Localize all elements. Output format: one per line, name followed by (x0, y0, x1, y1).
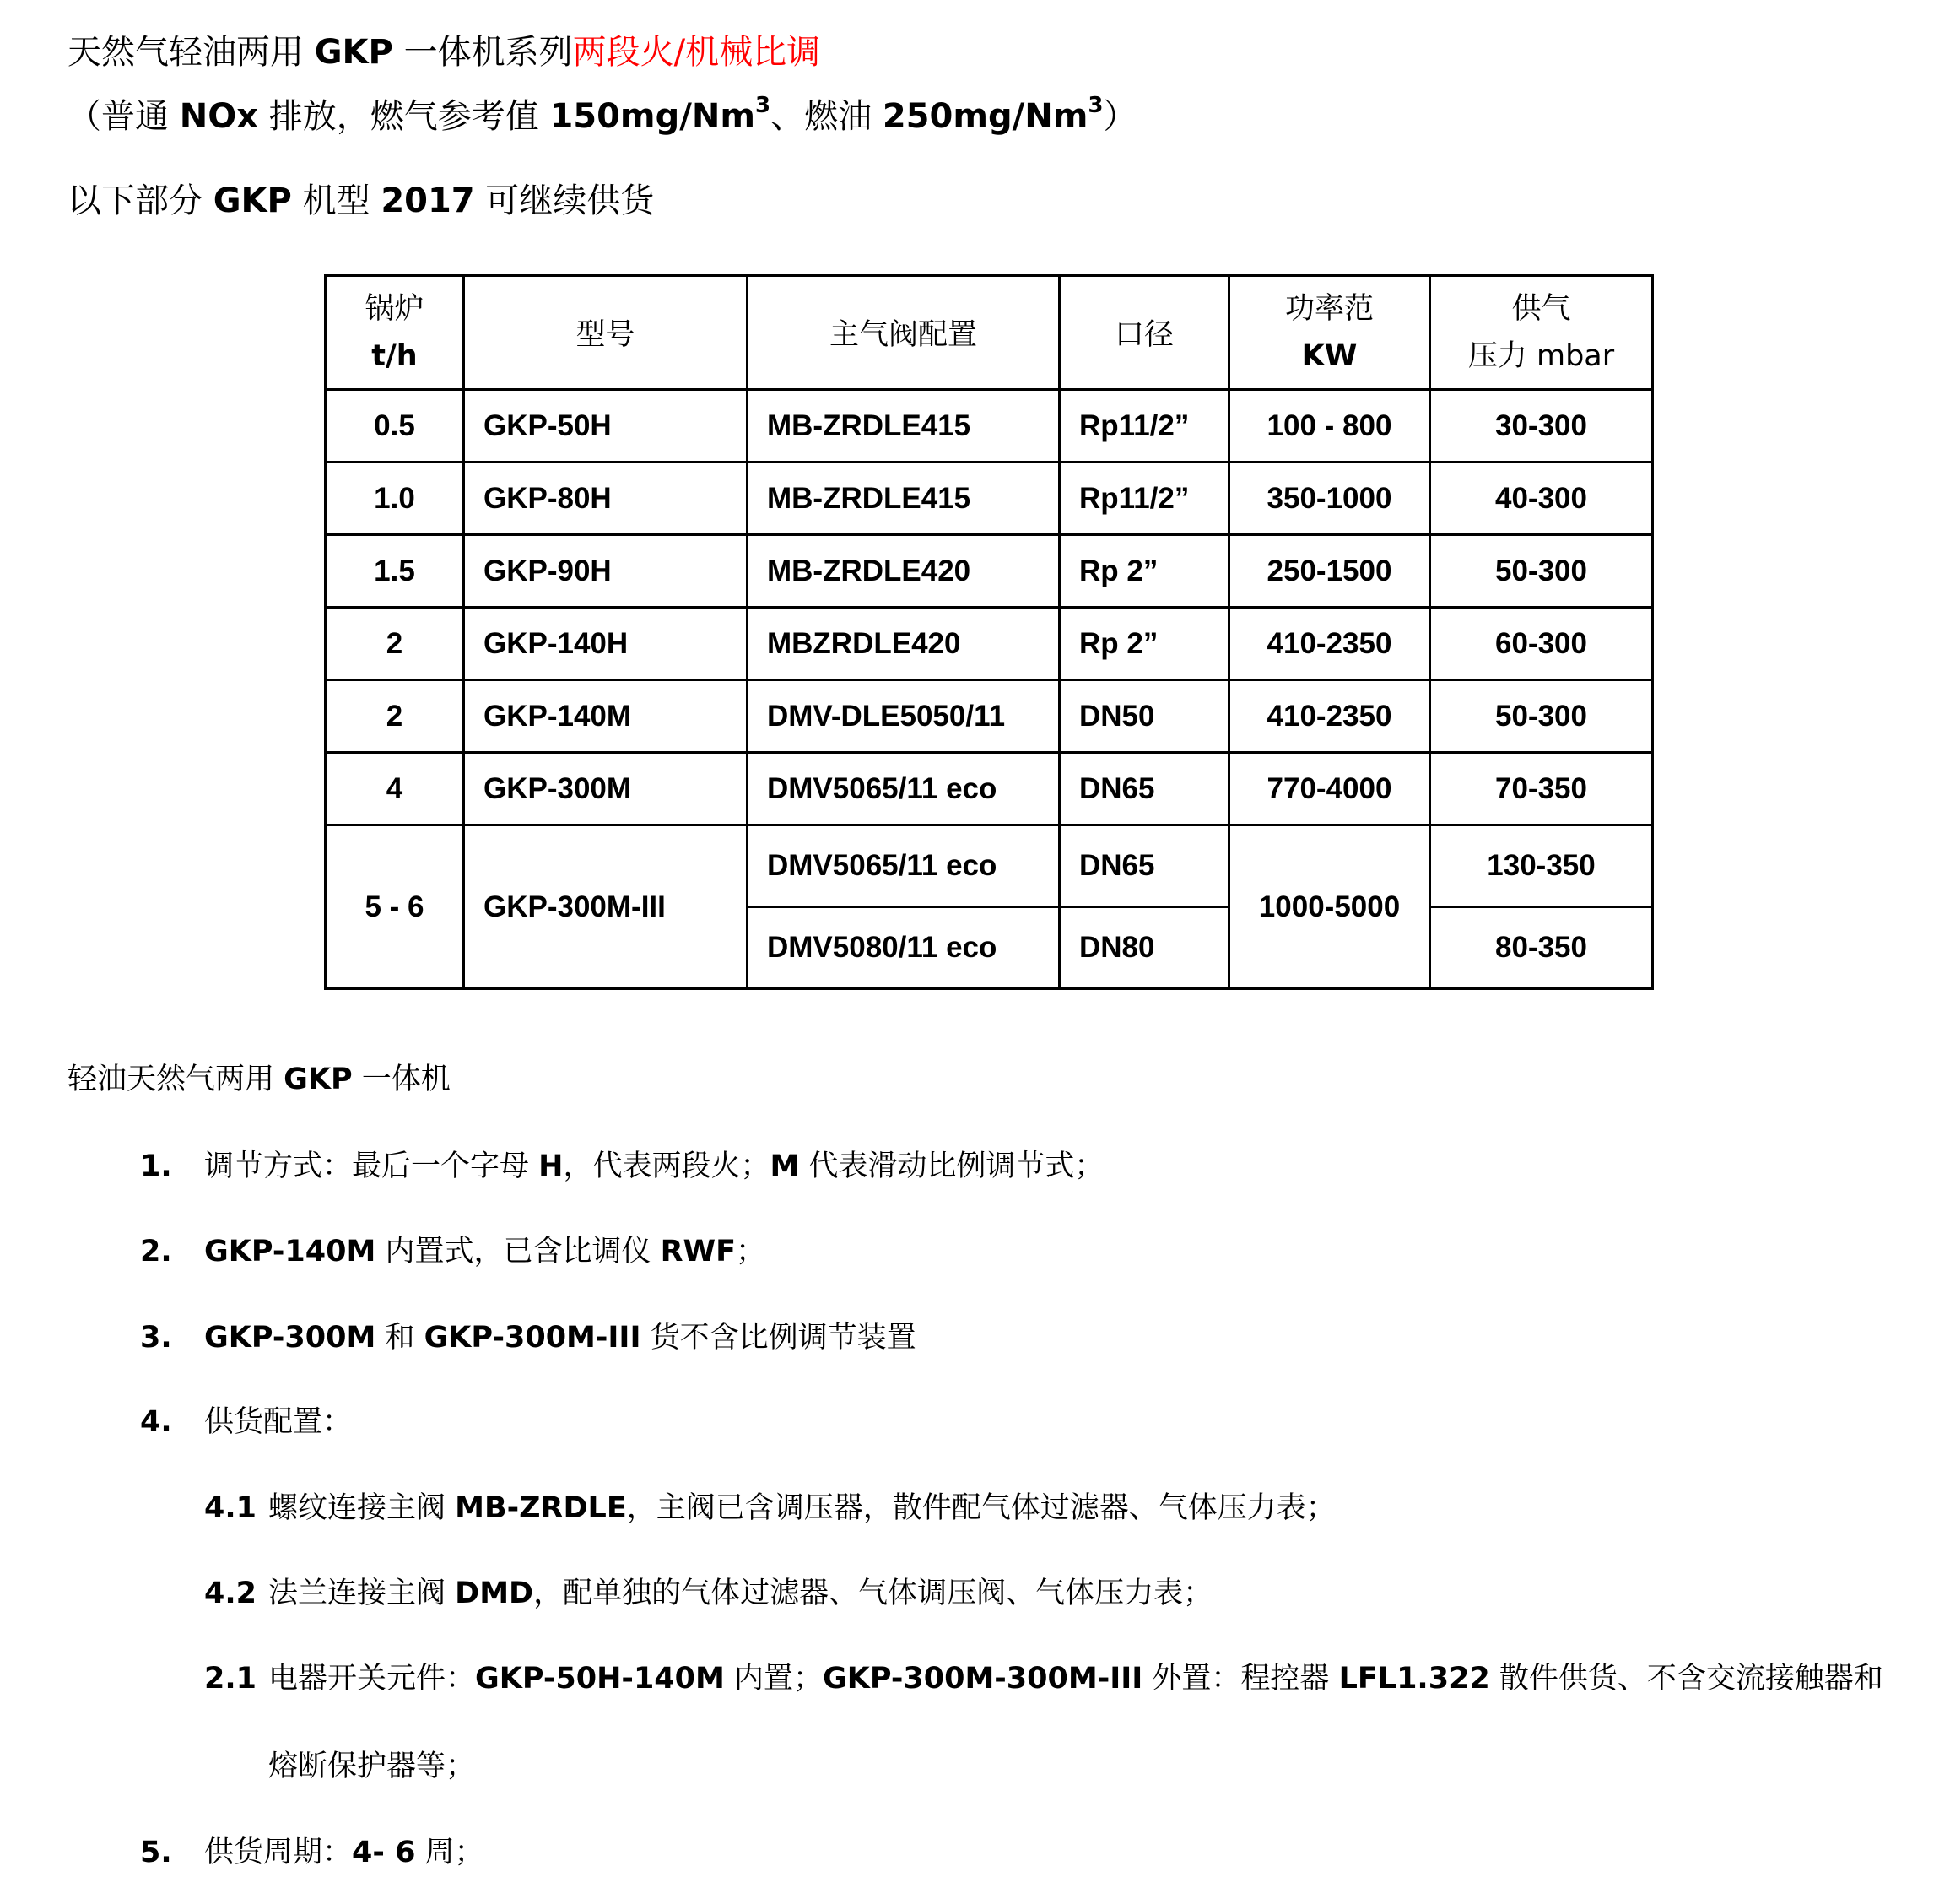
cell-model: GKP-80H (464, 462, 748, 535)
list-code: 4- 6 (352, 1836, 416, 1869)
header-boiler-unit: t/h (371, 339, 418, 373)
list-text: 调节方式：最后一个字母 (204, 1149, 539, 1183)
cell-valve: MBZRDLE420 (748, 608, 1060, 680)
title-highlight: 两段火/机械比调 (572, 33, 821, 72)
cell-diameter: Rp11/2” (1060, 390, 1229, 462)
notes-heading-code: GKP (284, 1063, 353, 1096)
cell-power: 410-2350 (1229, 608, 1430, 680)
list-text: 电器开关元件： (268, 1662, 476, 1696)
table-row (326, 462, 1653, 535)
cell-valve: MB-ZRDLE415 (748, 462, 1060, 535)
table-row (326, 390, 1653, 462)
header-boiler-label: 锅炉 (365, 292, 424, 326)
table-row (326, 680, 1653, 753)
cell-valve: MB-ZRDLE415 (748, 390, 1060, 462)
cell-diameter: Rp11/2” (1060, 462, 1229, 535)
notes-heading-part: 一体机 (352, 1063, 451, 1096)
header-pressure-label: 供气 (1511, 292, 1571, 326)
cell-pressure: 50-300 (1430, 680, 1653, 753)
cell-model: GKP-50H (464, 390, 748, 462)
header-boiler (326, 276, 464, 390)
list-item-number: 5. (140, 1836, 172, 1869)
emission-subtitle (68, 91, 1137, 142)
cell-diameter: Rp 2” (1060, 608, 1229, 680)
subtitle-part: （普通 (68, 97, 180, 136)
list-code: GKP-50H-140M (475, 1662, 725, 1696)
cell-diameter: DN65 (1060, 753, 1229, 825)
cell-valve: DMV5080/11 eco (748, 907, 1060, 989)
list-item-number: 4. (140, 1405, 172, 1439)
title-prefix: 天然气轻油两用 (68, 33, 315, 72)
cell-pressure: 30-300 (1430, 390, 1653, 462)
cell-pressure: 60-300 (1430, 608, 1653, 680)
list-text: ，代表两段火； (563, 1149, 770, 1183)
list-code: MB-ZRDLE (455, 1491, 627, 1525)
list-text: ，主阀已含调压器，散件配气体过滤器、气体压力表； (626, 1491, 1336, 1525)
table-row-merged (326, 825, 1653, 907)
list-text: 散件供货、不含交流接触器和 (1489, 1662, 1883, 1696)
availability-year: 2017 (381, 181, 475, 220)
cell-valve: DMV5065/11 eco (748, 753, 1060, 825)
cell-pressure: 40-300 (1430, 462, 1653, 535)
cell-pressure: 50-300 (1430, 535, 1653, 608)
list-text: 供货配置： (204, 1405, 353, 1439)
list-text: 内置式，已含比调仪 (375, 1235, 661, 1268)
cell-diameter: DN80 (1060, 907, 1229, 989)
cell-power: 350-1000 (1229, 462, 1430, 535)
availability-part: 机型 (291, 181, 381, 220)
header-power-label: 功率范 (1284, 292, 1374, 326)
list-text: 熔断保护器等； (268, 1750, 476, 1783)
cell-boiler: 1.0 (326, 462, 464, 535)
list-text: 螺纹连接主阀 (268, 1491, 456, 1525)
cell-boiler: 1.5 (326, 535, 464, 608)
header-diameter: 口径 (1060, 276, 1229, 390)
list-code: GKP-300M-300M-III (822, 1662, 1143, 1696)
table-row (326, 608, 1653, 680)
list-code: GKP-300M (204, 1321, 376, 1355)
cell-valve: DMV5065/11 eco (748, 825, 1060, 907)
notes-heading-part: 轻油天然气两用 (68, 1063, 284, 1096)
cell-model: GKP-300M (464, 753, 748, 825)
cell-valve: MB-ZRDLE420 (748, 535, 1060, 608)
list-item-number: 1. (140, 1149, 172, 1183)
list-item-number: 4.1 (204, 1491, 257, 1525)
list-code: GKP-300M-III (424, 1321, 641, 1355)
list-code: M (770, 1149, 800, 1183)
cell-power: 100 - 800 (1229, 390, 1430, 462)
list-item-number: 4.2 (204, 1577, 257, 1610)
header-pressure-unit: 压力 mbar (1467, 339, 1615, 373)
list-text: 和 (375, 1321, 424, 1355)
burner-spec-table (324, 274, 1654, 990)
table-row (326, 753, 1653, 825)
cell-boiler: 2 (326, 680, 464, 753)
cell-power: 250-1500 (1229, 535, 1430, 608)
list-text: ； (736, 1235, 766, 1268)
cell-model: GKP-140M (464, 680, 748, 753)
cell-power: 410-2350 (1229, 680, 1430, 753)
cell-model: GKP-140H (464, 608, 748, 680)
cell-boiler: 4 (326, 753, 464, 825)
cell-model: GKP-300M-III (464, 825, 748, 989)
cell-diameter: DN50 (1060, 680, 1229, 753)
document-title (68, 27, 820, 78)
title-middle: 一体机系列 (392, 33, 573, 72)
subtitle-nox: NOx (179, 97, 258, 136)
cell-pressure: 70-350 (1430, 753, 1653, 825)
list-code: DMD (455, 1577, 534, 1610)
header-power (1229, 276, 1430, 390)
list-text: 周； (415, 1836, 484, 1869)
list-text: ，配单独的气体过滤器、气体调压阀、气体压力表； (533, 1577, 1213, 1610)
list-code: RWF (660, 1235, 737, 1268)
subtitle-part: 排放，燃气参考值 (258, 97, 550, 136)
availability-note (68, 176, 654, 226)
cell-power: 1000-5000 (1229, 825, 1430, 989)
availability-part: 可继续供货 (474, 181, 655, 220)
cell-pressure: 80-350 (1430, 907, 1653, 989)
list-code: GKP-140M (204, 1235, 376, 1268)
subtitle-part: 、燃油 (770, 97, 883, 136)
list-item-number: 3. (140, 1321, 172, 1355)
list-code: LFL1.322 (1338, 1662, 1490, 1696)
title-code: GKP (314, 33, 393, 72)
header-pressure (1430, 276, 1653, 390)
subtitle-part: ） (1103, 97, 1137, 136)
superscript: 3 (755, 93, 771, 118)
availability-part: 以下部分 (68, 181, 213, 220)
table-row (326, 535, 1653, 608)
cell-valve: DMV-DLE5050/11 (748, 680, 1060, 753)
list-text: 供货周期： (204, 1836, 353, 1869)
availability-code: GKP (213, 181, 292, 220)
list-code: H (538, 1149, 564, 1183)
subtitle-oil-value: 250mg/Nm (882, 97, 1088, 136)
list-text: 货不含比例调节装置 (640, 1321, 916, 1355)
cell-pressure: 130-350 (1430, 825, 1653, 907)
cell-boiler: 0.5 (326, 390, 464, 462)
list-item-number: 2.1 (204, 1662, 257, 1696)
notes-heading (68, 1058, 451, 1101)
cell-diameter: Rp 2” (1060, 535, 1229, 608)
table-header-row (326, 276, 1653, 390)
cell-diameter: DN65 (1060, 825, 1229, 907)
header-power-unit: KW (1301, 339, 1358, 373)
cell-boiler: 5 - 6 (326, 825, 464, 989)
list-text: 外置：程控器 (1142, 1662, 1339, 1696)
list-text: 内置； (724, 1662, 823, 1696)
list-text: 法兰连接主阀 (268, 1577, 456, 1610)
subtitle-gas-value: 150mg/Nm (549, 97, 756, 136)
header-valve: 主气阀配置 (748, 276, 1060, 390)
superscript: 3 (1088, 93, 1104, 118)
list-text: 代表滑动比例调节式； (799, 1149, 1105, 1183)
cell-model: GKP-90H (464, 535, 748, 608)
cell-boiler: 2 (326, 608, 464, 680)
header-model: 型号 (464, 276, 748, 390)
cell-power: 770-4000 (1229, 753, 1430, 825)
list-item-number: 2. (140, 1235, 172, 1268)
